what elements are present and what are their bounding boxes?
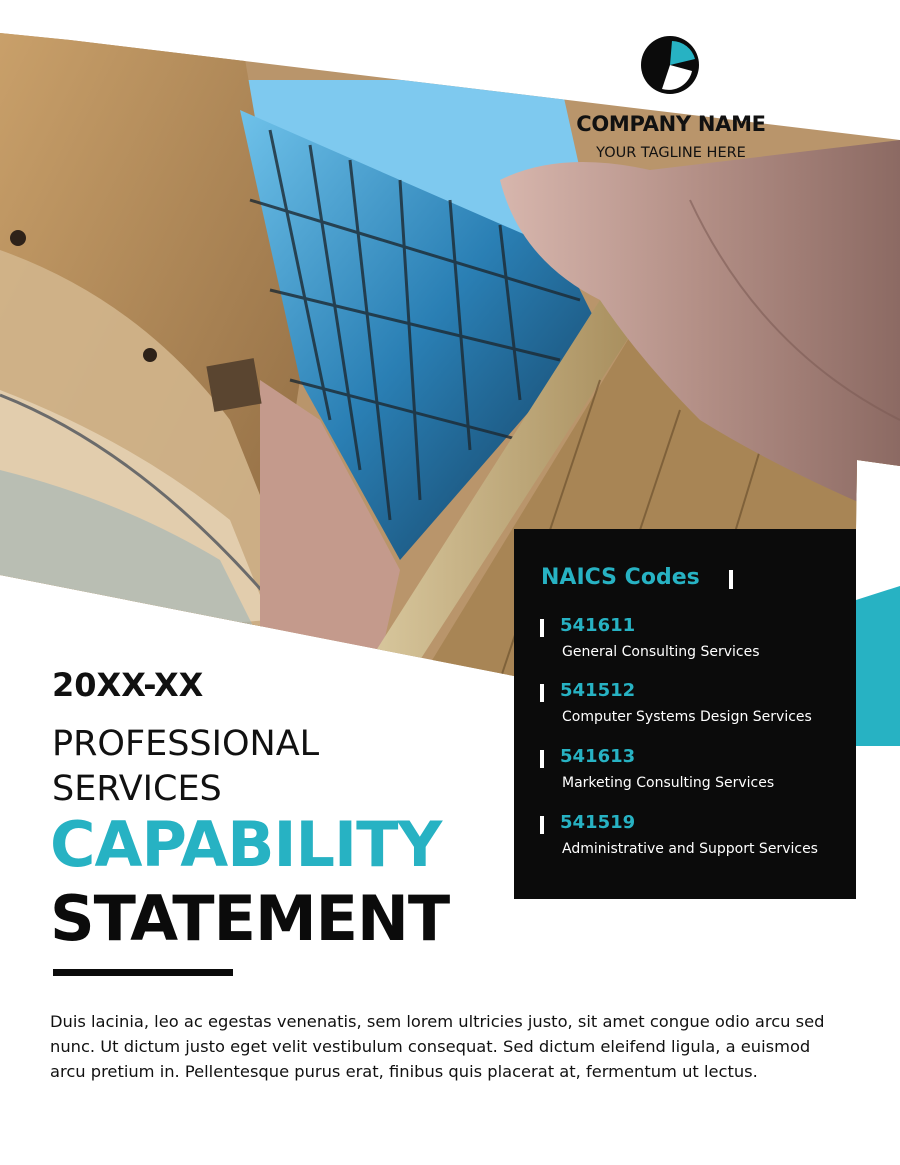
naics-item-bar [540, 619, 544, 637]
naics-description: Administrative and Support Services [562, 841, 818, 857]
subtitle [52, 722, 319, 812]
teal-accent-shape [856, 586, 900, 746]
heading-title: STATEMENT [50, 882, 450, 955]
naics-code: 541512 [560, 680, 636, 701]
heading-underline [53, 969, 233, 976]
company-logo-icon [640, 35, 700, 95]
naics-codes-panel [514, 529, 856, 899]
subtitle-line-1: PROFESSIONAL [52, 724, 320, 764]
naics-description: Computer Systems Design Services [562, 709, 812, 725]
naics-code: 541519 [560, 812, 636, 833]
naics-code: 541611 [560, 615, 636, 636]
subtitle-line-2: SERVICES [52, 769, 222, 809]
naics-item-bar [540, 750, 544, 768]
naics-title: NAICS Codes [541, 565, 700, 590]
naics-item-bar [540, 684, 544, 702]
naics-code: 541613 [560, 746, 636, 767]
company-tagline: YOUR TAGLINE HERE [596, 145, 746, 161]
year-range: 20XX-XX [52, 666, 204, 704]
naics-title-bar [729, 570, 733, 589]
heading-highlight: CAPABILITY [50, 808, 442, 881]
naics-description: Marketing Consulting Services [562, 775, 775, 791]
naics-item-bar [540, 816, 544, 834]
naics-description: General Consulting Services [562, 644, 760, 660]
body-paragraph: Duis lacinia, leo ac egestas venenatis, sem lorem ultricies justo, sit amet congue odio arcu sed nunc. Ut dictum justo eget velit vestibulum consequat. Sed dictum eleifend ligula, a euismod arcu pretium in. Pellentesque purus erat, finibus quis placerat at, fermentum ut lectus. [50, 1012, 825, 1081]
company-name: COMPANY NAME [576, 112, 766, 136]
